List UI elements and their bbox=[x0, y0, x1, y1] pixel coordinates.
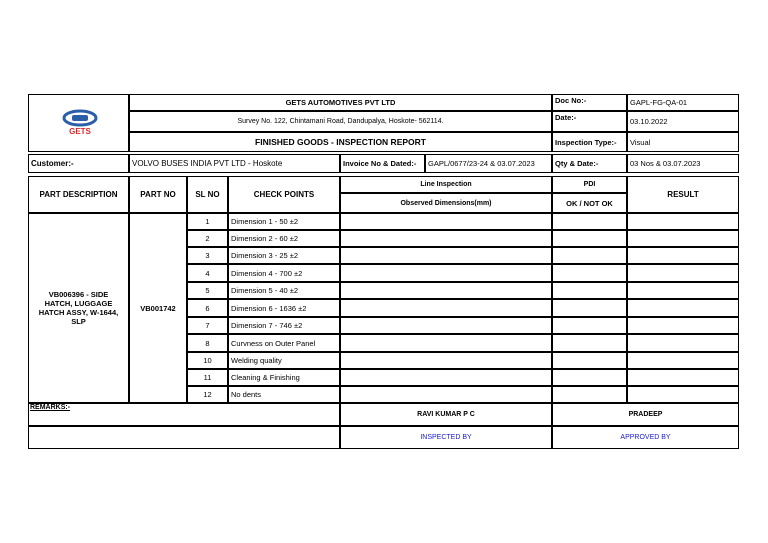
observed-cell bbox=[340, 334, 552, 352]
col-observed-dimensions: Observed Dimensions(mm) bbox=[340, 193, 552, 213]
sl-no-cell: 11 bbox=[187, 369, 228, 386]
col-ok-not-ok: OK / NOT OK bbox=[552, 193, 627, 213]
ok-cell bbox=[552, 386, 627, 403]
col-result: RESULT bbox=[627, 176, 739, 213]
inspection-type-label: Inspection Type:- bbox=[552, 132, 627, 152]
observed-cell bbox=[340, 369, 552, 386]
observed-cell bbox=[340, 386, 552, 403]
check-point-cell: Welding quality bbox=[228, 352, 340, 369]
check-point-cell: Dimension 4 - 700 ±2 bbox=[228, 264, 340, 282]
part-no-cell: VB001742 bbox=[129, 213, 187, 403]
result-cell bbox=[627, 299, 739, 317]
ok-cell bbox=[552, 247, 627, 264]
result-cell bbox=[627, 264, 739, 282]
observed-cell bbox=[340, 299, 552, 317]
sl-no-cell: 1 bbox=[187, 213, 228, 230]
ok-cell bbox=[552, 352, 627, 369]
observed-cell bbox=[340, 247, 552, 264]
col-part-description: PART DESCRIPTION bbox=[28, 176, 129, 213]
check-point-cell: Dimension 5 - 40 ±2 bbox=[228, 282, 340, 299]
doc-no-value: GAPL-FG-QA-01 bbox=[627, 94, 739, 111]
ok-cell bbox=[552, 264, 627, 282]
invoice-value: GAPL/0677/23-24 & 03.07.2023 bbox=[425, 154, 552, 173]
check-point-cell: Dimension 3 - 25 ±2 bbox=[228, 247, 340, 264]
result-cell bbox=[627, 352, 739, 369]
check-point-cell: Dimension 7 - 746 ±2 bbox=[228, 317, 340, 334]
approver-name: PRADEEP bbox=[552, 403, 739, 426]
ok-cell bbox=[552, 230, 627, 247]
qty-label: Qty & Date:- bbox=[552, 154, 627, 173]
sl-no-cell: 10 bbox=[187, 352, 228, 369]
ok-cell bbox=[552, 282, 627, 299]
gets-logo-icon bbox=[57, 109, 103, 137]
col-sl-no: SL NO bbox=[187, 176, 228, 213]
check-point-cell: Curvness on Outer Panel bbox=[228, 334, 340, 352]
result-cell bbox=[627, 247, 739, 264]
inspection-type-value: Visual bbox=[627, 132, 739, 152]
company-name: GETS AUTOMOTIVES PVT LTD bbox=[129, 94, 552, 111]
sl-no-cell: 4 bbox=[187, 264, 228, 282]
customer-value: VOLVO BUSES INDIA PVT LTD - Hoskote bbox=[129, 154, 340, 173]
result-cell bbox=[627, 334, 739, 352]
sl-no-cell: 5 bbox=[187, 282, 228, 299]
check-point-cell: Dimension 6 - 1636 ±2 bbox=[228, 299, 340, 317]
result-cell bbox=[627, 213, 739, 230]
sl-no-cell: 7 bbox=[187, 317, 228, 334]
qty-value: 03 Nos & 03.07.2023 bbox=[627, 154, 739, 173]
check-point-cell: No dents bbox=[228, 386, 340, 403]
result-cell bbox=[627, 369, 739, 386]
sl-no-cell: 6 bbox=[187, 299, 228, 317]
observed-cell bbox=[340, 230, 552, 247]
ok-cell bbox=[552, 213, 627, 230]
check-point-cell: Cleaning & Finishing bbox=[228, 369, 340, 386]
inspector-name: RAVI KUMAR P C bbox=[340, 403, 552, 426]
col-part-no: PART NO bbox=[129, 176, 187, 213]
remarks-blank-cell bbox=[28, 426, 340, 449]
observed-cell bbox=[340, 213, 552, 230]
logo-text: GETS bbox=[69, 127, 91, 136]
observed-cell bbox=[340, 317, 552, 334]
sl-no-cell: 3 bbox=[187, 247, 228, 264]
result-cell bbox=[627, 230, 739, 247]
col-line-inspection: Line Inspection bbox=[340, 176, 552, 193]
check-point-cell: Dimension 1 - 50 ±2 bbox=[228, 213, 340, 230]
report-title: FINISHED GOODS - INSPECTION REPORT bbox=[129, 132, 552, 152]
ok-cell bbox=[552, 369, 627, 386]
col-pdi: PDI bbox=[552, 176, 627, 193]
observed-cell bbox=[340, 264, 552, 282]
result-cell bbox=[627, 386, 739, 403]
remarks-label: REMARKS:- bbox=[30, 404, 71, 411]
invoice-label: Invoice No & Dated:- bbox=[340, 154, 425, 173]
remarks-cell bbox=[28, 403, 340, 426]
sl-no-cell: 2 bbox=[187, 230, 228, 247]
approved-by-label: APPROVED BY bbox=[552, 426, 739, 449]
doc-no-label: Doc No:- bbox=[552, 94, 627, 111]
ok-cell bbox=[552, 299, 627, 317]
ok-cell bbox=[552, 334, 627, 352]
inspected-by-label: INSPECTED BY bbox=[340, 426, 552, 449]
ok-cell bbox=[552, 317, 627, 334]
observed-cell bbox=[340, 282, 552, 299]
inspection-report-sheet bbox=[28, 94, 739, 449]
result-cell bbox=[627, 317, 739, 334]
check-point-cell: Dimension 2 - 60 ±2 bbox=[228, 230, 340, 247]
part-description-cell: VB006396 - SIDE HATCH, LUGGAGE HATCH ASSY, W-1644, SLP bbox=[28, 213, 129, 403]
result-cell bbox=[627, 282, 739, 299]
observed-cell bbox=[340, 352, 552, 369]
customer-label: Customer:- bbox=[28, 154, 129, 173]
date-label: Date:- bbox=[552, 111, 627, 132]
date-value: 03.10.2022 bbox=[627, 111, 739, 132]
company-address: Survey No. 122, Chintamani Road, Dandupalya, Hoskote- 562114. bbox=[129, 111, 552, 132]
sl-no-cell: 12 bbox=[187, 386, 228, 403]
logo-cell bbox=[28, 94, 129, 152]
sl-no-cell: 8 bbox=[187, 334, 228, 352]
col-check-points: CHECK POINTS bbox=[228, 176, 340, 213]
